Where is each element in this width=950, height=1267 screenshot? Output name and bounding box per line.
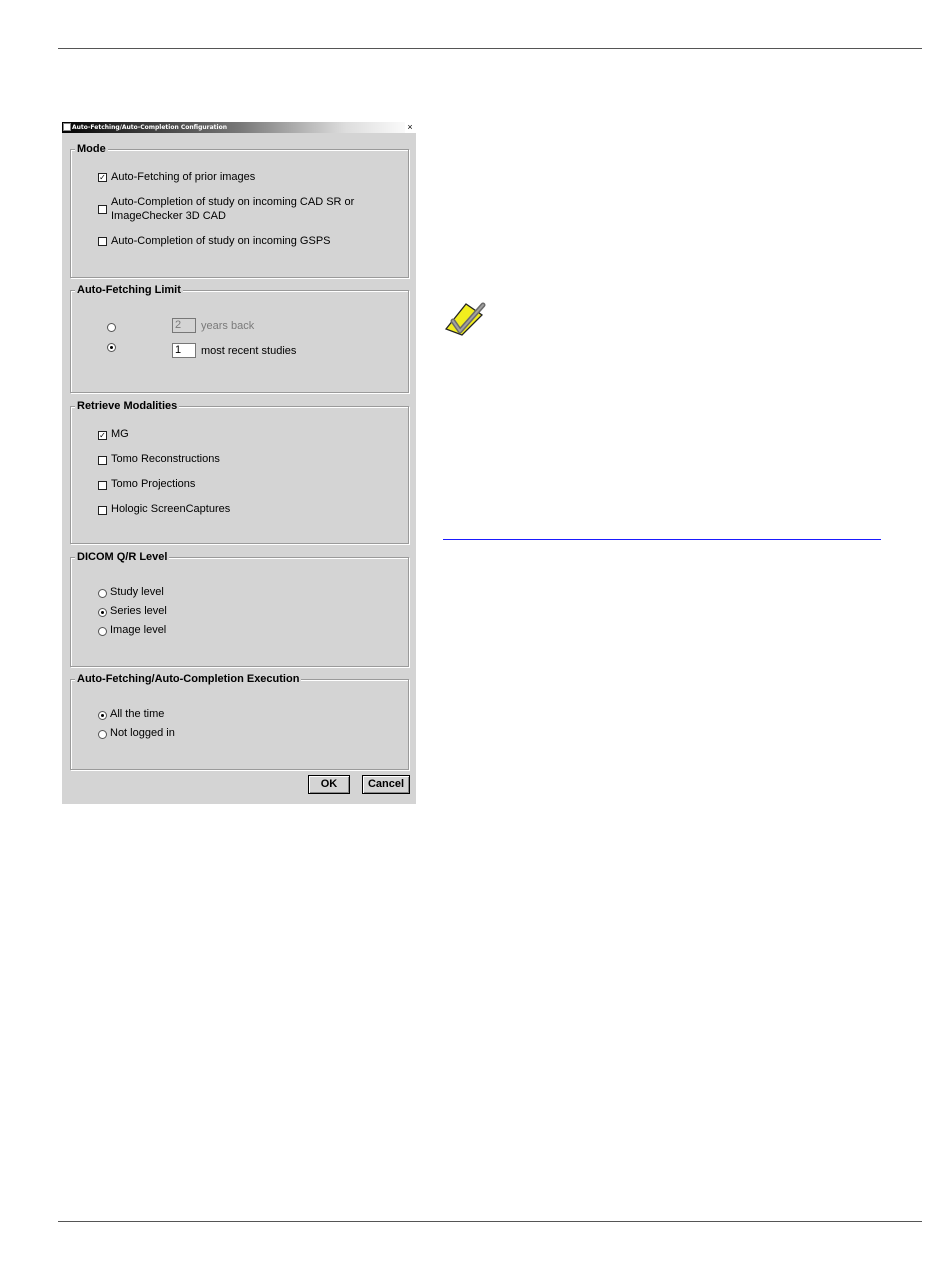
- mode-legend: Mode: [77, 143, 106, 155]
- window-app-icon: [63, 123, 71, 131]
- auto-fetching-label: Auto-Fetching of prior images: [111, 171, 256, 183]
- tomo-reconstructions-label: Tomo Reconstructions: [111, 453, 220, 465]
- mode-group: [70, 143, 409, 278]
- image-level-radio[interactable]: [98, 627, 107, 636]
- execution-group: [70, 673, 409, 770]
- all-the-time-radio[interactable]: [98, 711, 107, 720]
- header-rule: [58, 48, 922, 49]
- years-back-radio[interactable]: [107, 323, 116, 332]
- auto-completion-gsps-label: Auto-Completion of study on incoming GSPS: [111, 235, 331, 247]
- retrieve-modalities-group: [70, 400, 409, 544]
- execution-legend: Auto-Fetching/Auto-Completion Execution: [77, 673, 300, 685]
- note-checkmark-icon: [444, 301, 486, 338]
- auto-completion-cad-label-line2: ImageChecker 3D CAD: [111, 210, 226, 222]
- series-level-label: Series level: [110, 605, 167, 617]
- dialog-title-bar[interactable]: [62, 122, 416, 133]
- all-the-time-label: All the time: [110, 708, 165, 720]
- mg-label: MG: [111, 428, 129, 440]
- auto-fetching-dialog: [62, 122, 416, 804]
- auto-fetching-checkbox[interactable]: ✓: [99, 173, 106, 182]
- auto-completion-cad-checkbox[interactable]: [98, 205, 107, 214]
- image-level-label: Image level: [110, 624, 167, 636]
- auto-fetching-limit-group: [70, 284, 409, 393]
- recent-studies-label: most recent studies: [201, 345, 297, 357]
- not-logged-in-radio[interactable]: [98, 730, 107, 739]
- mg-checkbox[interactable]: ✓: [99, 431, 106, 440]
- hologic-screencaptures-label: Hologic ScreenCaptures: [111, 503, 231, 515]
- hologic-screencaptures-checkbox[interactable]: [98, 506, 107, 515]
- auto-completion-gsps-checkbox[interactable]: [98, 237, 107, 246]
- close-icon[interactable]: ×: [405, 122, 415, 133]
- ok-button[interactable]: OK: [308, 775, 350, 794]
- dicom-qr-level-group: [70, 551, 409, 667]
- study-level-radio[interactable]: [98, 589, 107, 598]
- dicom-qr-level-legend: DICOM Q/R Level: [77, 551, 168, 563]
- footer-rule: [58, 1221, 922, 1222]
- cancel-button[interactable]: Cancel: [362, 775, 410, 794]
- retrieve-modalities-legend: Retrieve Modalities: [77, 400, 178, 412]
- auto-fetching-limit-legend: Auto-Fetching Limit: [77, 284, 181, 296]
- recent-studies-field[interactable]: 1: [172, 343, 196, 358]
- tomo-reconstructions-checkbox[interactable]: [98, 456, 107, 465]
- study-level-label: Study level: [110, 586, 164, 598]
- link-underline: [443, 539, 881, 540]
- recent-studies-radio[interactable]: [107, 343, 116, 352]
- years-back-field[interactable]: 2: [172, 318, 196, 333]
- years-back-label: years back: [201, 320, 255, 332]
- tomo-projections-checkbox[interactable]: [98, 481, 107, 490]
- tomo-projections-label: Tomo Projections: [111, 478, 196, 490]
- auto-completion-cad-label-line1: Auto-Completion of study on incoming CAD SR or: [111, 196, 355, 208]
- not-logged-in-label: Not logged in: [110, 727, 175, 739]
- dialog-title: Auto-Fetching/Auto-Completion Configuration: [72, 124, 227, 131]
- series-level-radio[interactable]: [98, 608, 107, 617]
